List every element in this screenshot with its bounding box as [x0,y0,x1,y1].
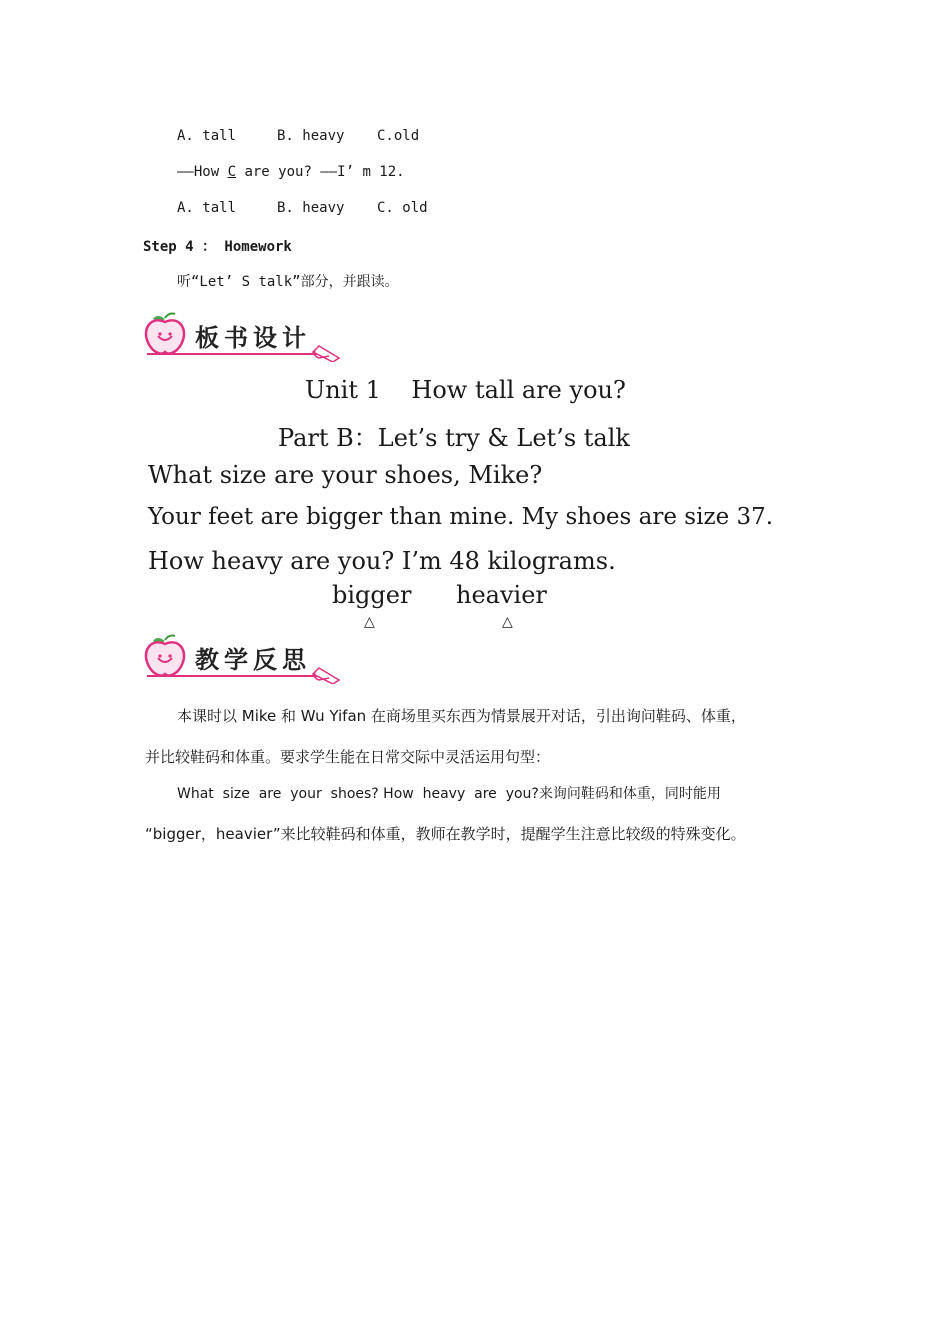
q2-option-c: C. old [377,200,428,216]
board-word-bigger: bigger [332,581,412,609]
reflection-line-3: What size are your shoes? How heavy are you?来询问鞋码和体重，同时能用 [177,786,721,802]
board-line-unit: Unit 1 How tall are you? [305,376,626,404]
q2-options [177,200,428,216]
q2-question-post: are you? ——I’ m 12. [236,164,405,180]
q1-option-c: C.old [377,128,420,144]
reflection-line-4: “bigger，heavier”来比较鞋码和体重，教师在教学时，提醒学生注意比较级的特殊变化。 [145,825,746,843]
board-mark-bigger: △ [364,614,375,630]
board-line-shoes-question: What size are your shoes, Mike? [148,461,543,489]
board-line-heavy: How heavy are you? I’m 48 kilograms. [148,547,616,575]
teaching-reflection-banner [143,632,353,684]
teaching-reflection-title: 教学反思 [195,646,311,674]
q1-option-b: B. heavy [277,128,345,144]
step4-heading: Step 4 ： Homework [143,239,292,255]
board-line-part: Part B：Let’s try & Let’s talk [278,424,630,452]
reflection-line-2: 并比较鞋码和体重。要求学生能在日常交际中灵活运用句型： [145,748,551,766]
board-design-title: 板书设计 [195,324,311,352]
q1-option-a: A. tall [177,128,237,144]
q2-option-a: A. tall [177,200,237,216]
homework-text: 听“Let’ S talk”部分，并跟读。 [177,274,399,290]
q2-question [177,164,405,180]
board-mark-heavier: △ [502,614,513,630]
reflection-line-1: 本课时以 Mike 和 Wu Yifan 在商场里买东西为情景展开对话，引出询问鞋码、体重， [177,707,746,725]
board-design-banner [143,310,353,362]
q2-option-b: B. heavy [277,200,345,216]
board-word-heavier: heavier [456,581,547,609]
q2-answer: C [227,164,237,180]
q2-question-pre: ——How [177,164,228,180]
q1-options [177,128,419,144]
board-line-feet: Your feet are bigger than mine. My shoes are size 37. [148,504,774,530]
